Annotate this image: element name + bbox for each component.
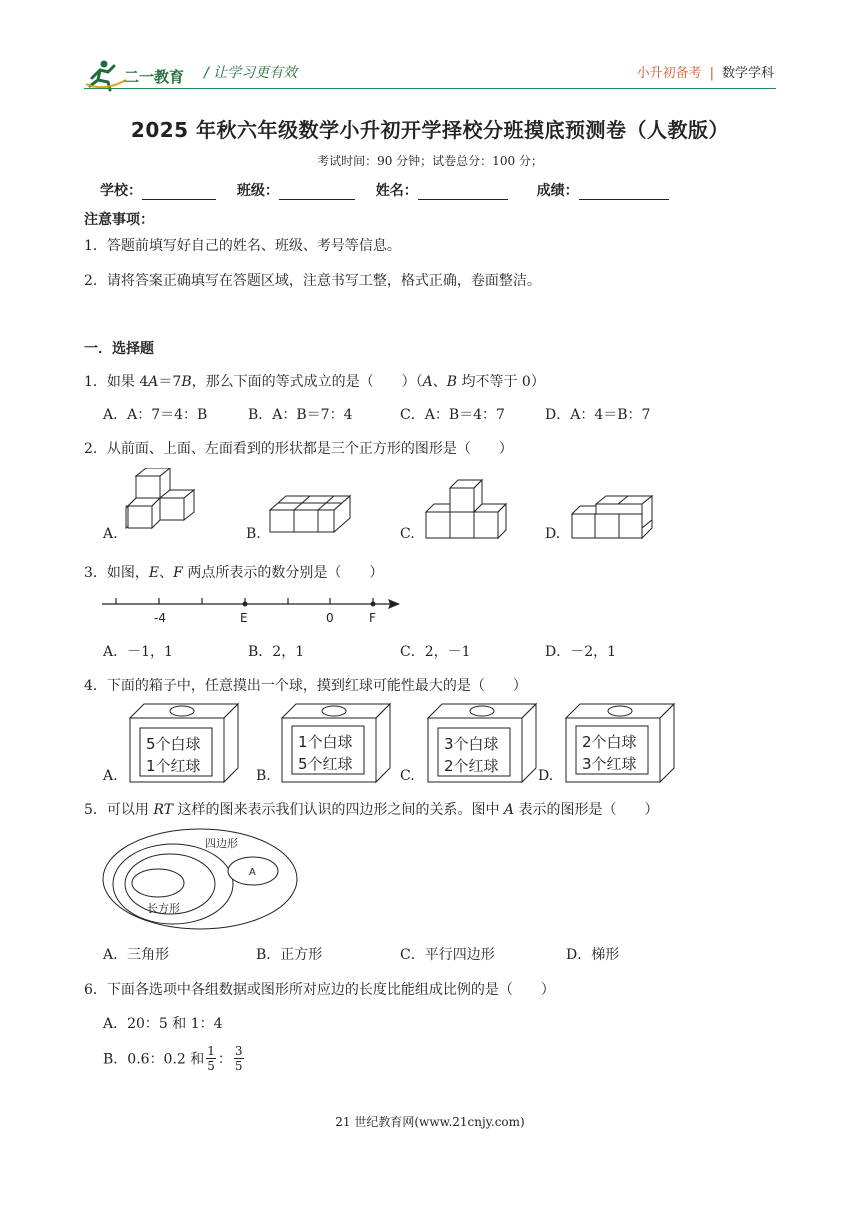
brand-slogan: / 让学习更有效 <box>204 65 298 81</box>
subject-label: 数学学科 <box>721 66 774 81</box>
point-e <box>243 602 248 607</box>
question-2-stem: 2．从前面、上面、左面看到的形状都是三个正方形的图形是（ ） <box>84 441 513 457</box>
page-title: 2025 年秋六年级数学小升初开学择校分班摸底预测卷（人教版） <box>130 118 730 142</box>
score-label: 成绩： <box>536 183 579 199</box>
q5-option-c[interactable]: C．平行四边形 <box>400 947 495 963</box>
q6-option-b[interactable]: B．0.6：0.2 和 $\frac{1}{5}$ ： $\frac{3}{5}$ <box>103 1044 243 1073</box>
q3-option-d[interactable]: D．－2，1 <box>545 644 617 660</box>
class-blank[interactable] <box>279 185 355 200</box>
q4-option-d[interactable]: D. <box>538 768 554 784</box>
ball-box-b <box>278 702 392 784</box>
ball-box-d <box>562 702 678 784</box>
header-right <box>637 62 774 81</box>
number-line <box>98 592 408 628</box>
q4-option-b[interactable]: B. <box>256 768 271 784</box>
tick-label: F <box>369 611 376 625</box>
tick-label: E <box>240 611 248 625</box>
school-label: 学校： <box>100 183 142 199</box>
svg-text:3个白球: 3个白球 <box>444 735 499 753</box>
header-divider <box>84 88 776 89</box>
venn-label-rectangle: 长方形 <box>147 902 180 915</box>
q5-option-a[interactable]: A．三角形 <box>103 947 170 963</box>
venn-label-a: A <box>249 867 256 878</box>
venn-diagram <box>100 826 300 932</box>
q2-option-d[interactable]: D. <box>545 526 561 542</box>
q5-option-b[interactable]: B．正方形 <box>256 947 323 963</box>
svg-text:1个白球: 1个白球 <box>298 733 353 751</box>
cube-figure-b <box>266 492 356 540</box>
q2-option-b[interactable]: B. <box>246 526 261 542</box>
logo-text: 二一教育 <box>124 68 185 86</box>
question-1-stem: 1．如果 4A＝7B，那么下面的等式成立的是（ ）（A、B 均不等于 0） <box>84 374 545 390</box>
header-separator: | <box>709 66 714 81</box>
svg-text:3个红球: 3个红球 <box>582 755 637 773</box>
q2-option-a[interactable]: A. <box>103 526 118 542</box>
student-info-row <box>100 180 685 200</box>
name-label: 姓名： <box>375 183 418 199</box>
question-5-stem: 5．可以用 RT 这样的图来表示我们认识的四边形之间的关系。图中 A 表示的图形是（ ） <box>84 802 659 818</box>
notes-title: 注意事项： <box>84 212 154 228</box>
cube-figure-c <box>422 478 512 540</box>
question-3-stem: 3．如图，E、F 两点所表示的数分别是（ ） <box>84 565 384 581</box>
svg-text:2个红球: 2个红球 <box>444 757 499 775</box>
score-blank[interactable] <box>579 185 669 200</box>
q1-option-c[interactable]: C．A：B＝4：7 <box>400 407 505 423</box>
q1-option-b[interactable]: B．A：B＝7：4 <box>248 407 353 423</box>
cube-figure-d <box>568 494 660 540</box>
question-6-stem: 6．下面各选项中各组数据或图形所对应边的长度比能组成比例的是（ ） <box>84 982 555 998</box>
section-heading: 一．选择题 <box>84 341 154 357</box>
stage-label: 小升初备考 <box>636 66 702 81</box>
q3-option-a[interactable]: A．－1，1 <box>103 644 173 660</box>
venn-label-quadrilateral: 四边形 <box>205 837 238 850</box>
svg-text:2个白球: 2个白球 <box>582 733 637 751</box>
tick-label: -4 <box>154 611 166 625</box>
exam-subtitle: 考试时间：90 分钟；试卷总分：100 分； <box>317 154 543 168</box>
brand-logo <box>84 58 196 92</box>
q6-option-a[interactable]: A．20：5 和 1：4 <box>103 1016 223 1032</box>
cube-figure-a <box>118 468 198 540</box>
class-label: 班级： <box>236 183 279 199</box>
q1-option-d[interactable]: D．A：4＝B：7 <box>545 407 651 423</box>
runner-icon <box>86 61 126 91</box>
q5-option-d[interactable]: D．梯形 <box>566 947 620 963</box>
point-f <box>371 602 376 607</box>
svg-text:5个白球: 5个白球 <box>146 735 201 753</box>
note-item: 1．答题前填写好自己的姓名、班级、考号等信息。 <box>84 238 401 254</box>
ball-box-a <box>126 702 240 784</box>
ball-box-c <box>424 702 540 784</box>
svg-text:5个红球: 5个红球 <box>298 755 353 773</box>
question-4-stem: 4．下面的箱子中，任意摸出一个球，摸到红球可能性最大的是（ ） <box>84 678 527 694</box>
q2-option-c[interactable]: C. <box>400 526 415 542</box>
q1-option-a[interactable]: A．A：7＝4：B <box>103 407 208 423</box>
page-footer: 21 世纪教育网(www.21cnjy.com) <box>335 1115 525 1129</box>
q3-option-c[interactable]: C．2，－1 <box>400 644 471 660</box>
q4-option-c[interactable]: C. <box>400 768 415 784</box>
q3-option-b[interactable]: B．2，1 <box>248 644 305 660</box>
school-blank[interactable] <box>142 185 216 200</box>
tick-label: 0 <box>326 611 334 625</box>
name-blank[interactable] <box>418 185 508 200</box>
svg-text:1个红球: 1个红球 <box>146 757 201 775</box>
q4-option-a[interactable]: A. <box>103 768 118 784</box>
note-item: 2．请将答案正确填写在答题区域，注意书写工整，格式正确，卷面整洁。 <box>84 273 541 289</box>
